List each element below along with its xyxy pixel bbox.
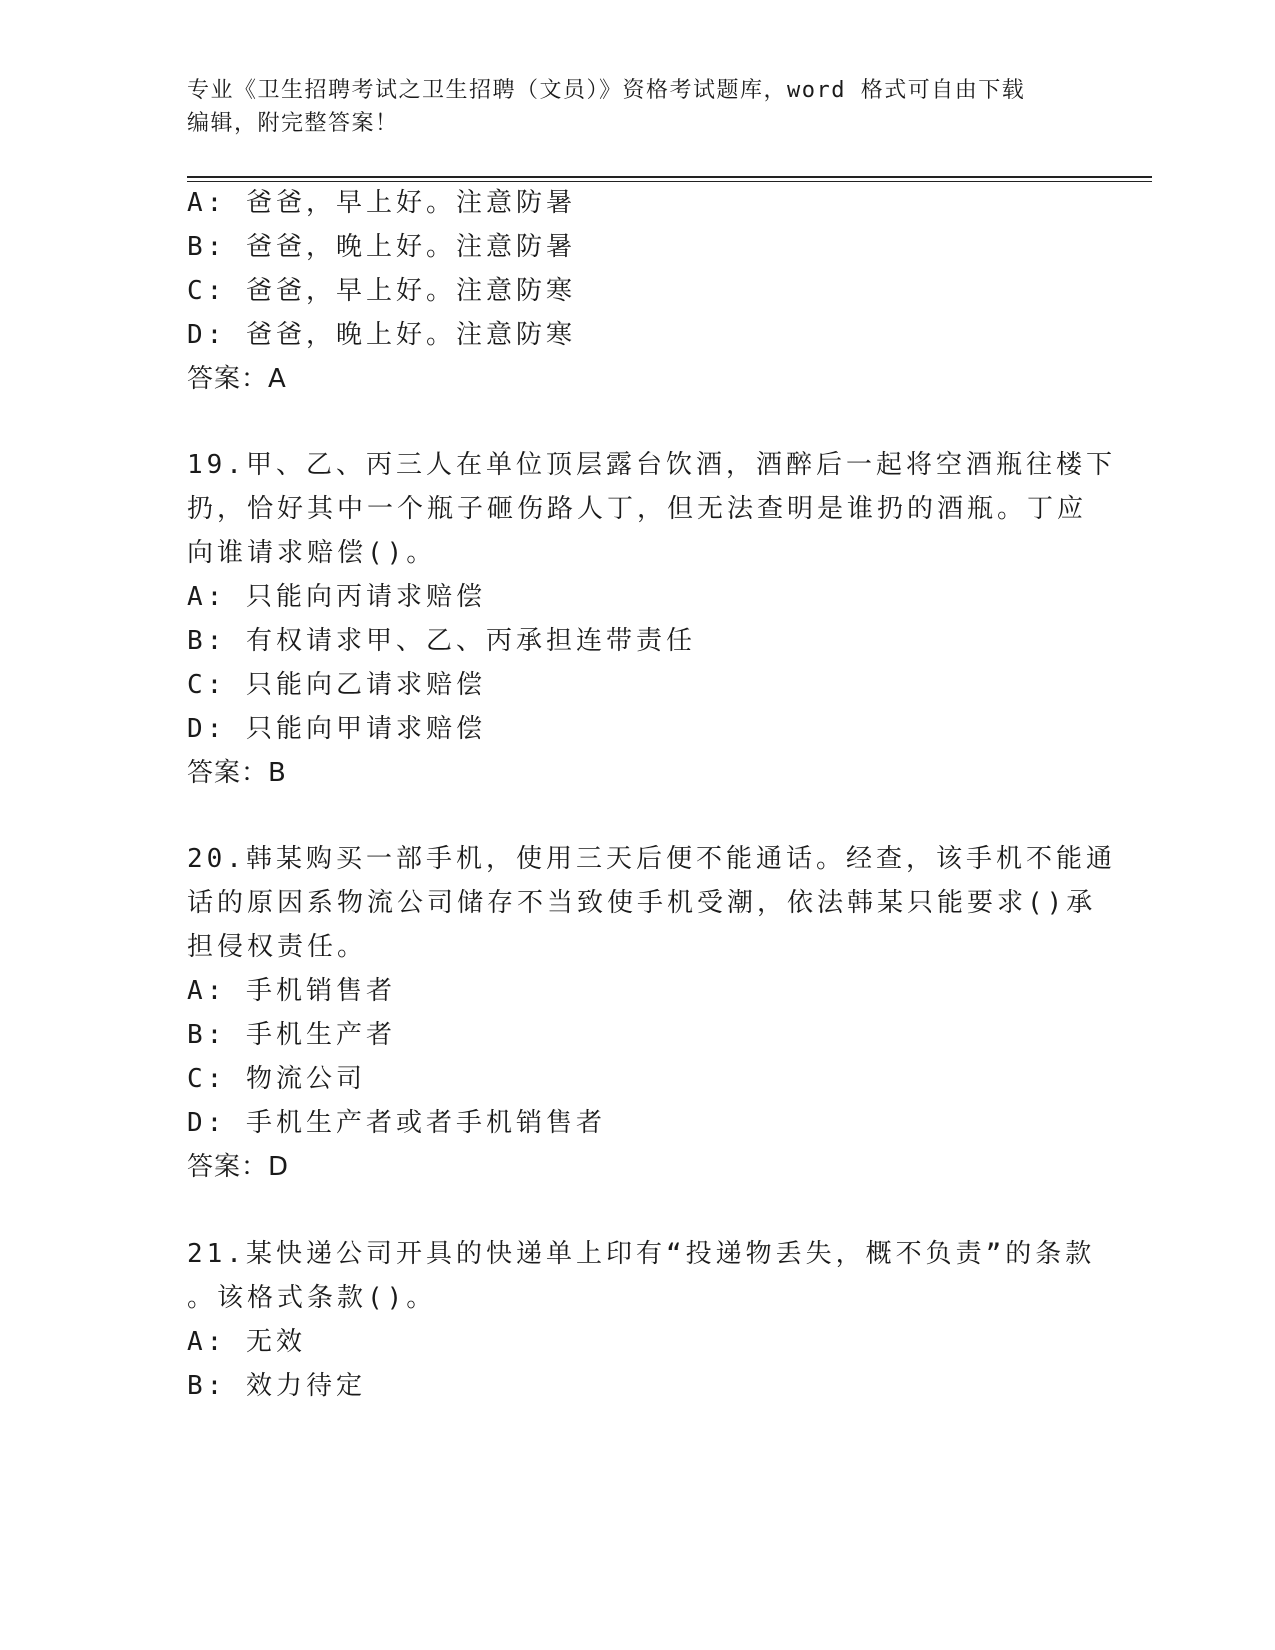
document-header [187,74,1087,140]
q20-stem-line-2: 话的原因系物流公司储存不当致使手机受潮，依法韩某只能要求()承 [187,888,1097,918]
q20-option-b: B: 手机生产者 [187,1020,396,1050]
q21-option-a: A: 无效 [187,1327,306,1357]
q19-stem-line-1: 19.甲、乙、丙三人在单位顶层露台饮酒，酒醉后一起将空酒瓶往楼下 [187,450,1116,480]
header-divider-thin [187,181,1152,182]
q20-stem-line-1: 20.韩某购买一部手机，使用三天后便不能通话。经查，该手机不能通 [187,844,1116,874]
q19-stem-line-2: 扔，恰好其中一个瓶子砸伤路人丁，但无法查明是谁扔的酒瓶。丁应 [187,494,1088,524]
header-line-2: 编辑，附完整答案！ [187,111,399,136]
q21-option-b: B: 效力待定 [187,1371,366,1401]
q18-option-c: C: 爸爸，早上好。注意防寒 [187,276,576,306]
header-divider-thick [187,176,1152,178]
q19-option-c: C: 只能向乙请求赔偿 [187,670,486,700]
q20-option-a: A: 手机销售者 [187,976,396,1006]
q21-stem-line-1: 21.某快递公司开具的快递单上印有“投递物丢失，概不负责”的条款 [187,1239,1096,1269]
q18-answer: 答案：A [187,364,287,394]
q20-option-d: D: 手机生产者或者手机销售者 [187,1108,606,1138]
q19-stem-line-3: 向谁请求赔偿()。 [187,538,437,568]
q19-answer: 答案：B [187,758,287,788]
q20-answer: 答案：D [187,1152,290,1182]
q18-option-b: B: 爸爸，晚上好。注意防暑 [187,232,576,262]
q21-stem-line-2: 。该格式条款()。 [187,1283,437,1313]
q18-option-d: D: 爸爸，晚上好。注意防寒 [187,320,576,350]
q20-stem-line-3: 担侵权责任。 [187,932,368,962]
q20-option-c: C: 物流公司 [187,1064,366,1094]
header-line-1: 专业《卫生招聘考试之卫生招聘（文员）》资格考试题库，word 格式可自由下载 [187,78,1026,103]
q19-option-d: D: 只能向甲请求赔偿 [187,714,486,744]
q19-option-b: B: 有权请求甲、乙、丙承担连带责任 [187,626,696,656]
q18-option-a: A: 爸爸，早上好。注意防暑 [187,188,576,218]
q19-option-a: A: 只能向丙请求赔偿 [187,582,486,612]
